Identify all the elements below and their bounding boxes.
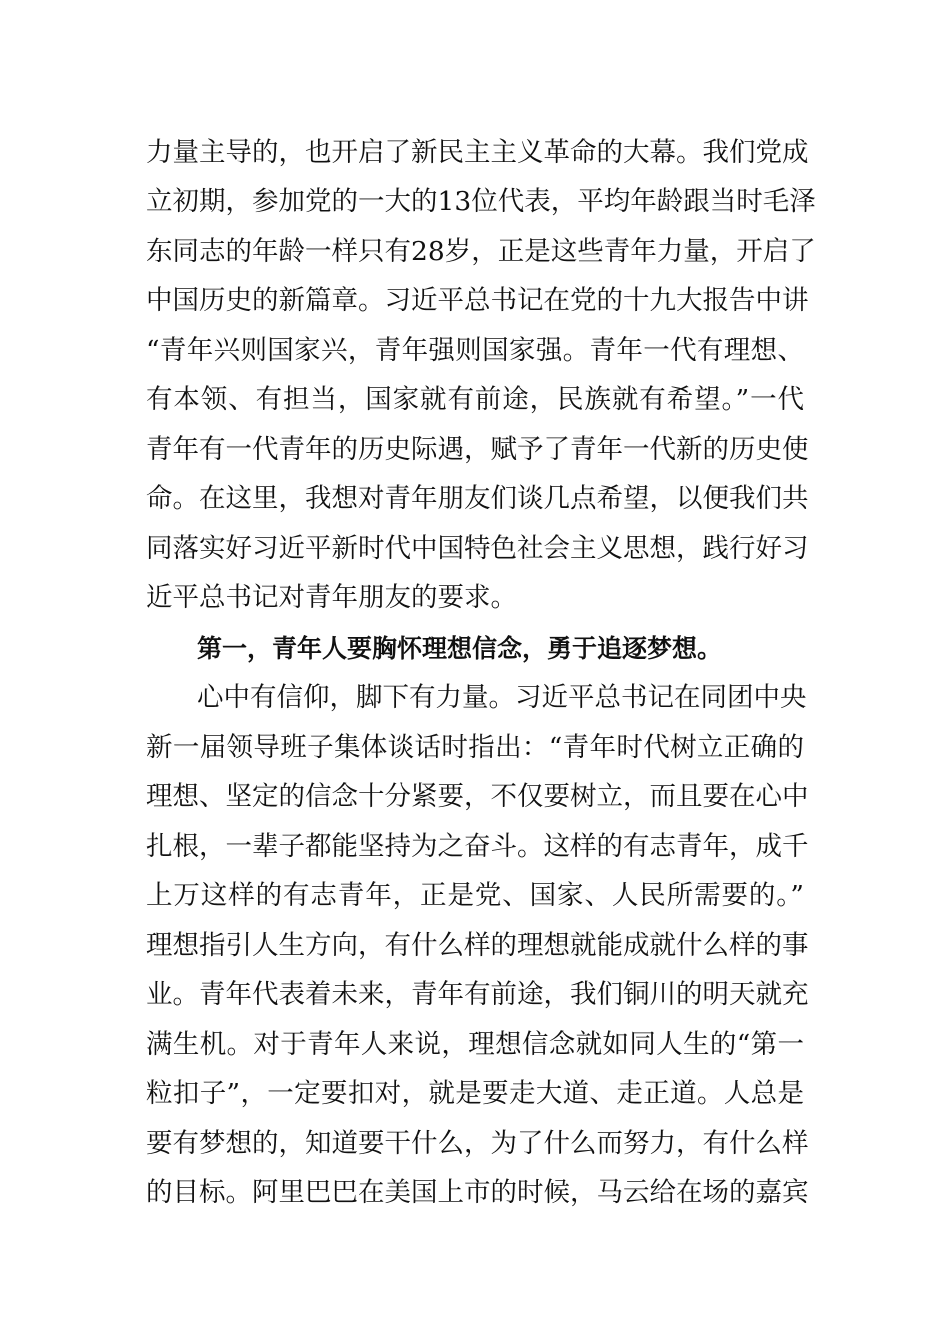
paragraph-line: 的目标。阿里巴巴在美国上市的时候，马云给在场的嘉宾	[146, 1177, 809, 1208]
paragraph-line: 粒扣子”，一定要扣对，就是要走大道、走正道。人总是	[146, 1078, 804, 1109]
paragraph-line: 力量主导的，也开启了新民主主义革命的大幕。我们党成	[146, 137, 809, 168]
paragraph-line: 扎根，一辈子都能坚持为之奋斗。这样的有志青年，成千	[146, 831, 809, 862]
paragraph-line: 新一届领导班子集体谈话时指出：“青年时代树立正确的	[146, 732, 804, 763]
paragraph-line: 中国历史的新篇章。习近平总书记在党的十九大报告中讲	[146, 285, 809, 316]
paragraph-line: 要有梦想的，知道要干什么，为了什么而努力，有什么样	[146, 1128, 809, 1159]
paragraph-line: 理想、坚定的信念十分紧要，不仅要树立，而且要在心中	[146, 781, 809, 812]
paragraph-line: 立初期，参加党的一大的13位代表，平均年龄跟当时毛泽	[146, 186, 816, 217]
paragraph-line: “青年兴则国家兴，青年强则国家强。青年一代有理想、	[146, 335, 804, 366]
paragraph-line: 有本领、有担当，国家就有前途，民族就有希望。”一代	[146, 384, 804, 415]
paragraph-line: 业。青年代表着未来，青年有前途，我们铜川的明天就充	[146, 979, 809, 1010]
paragraph-line: 近平总书记对青年朋友的要求。	[146, 582, 517, 613]
paragraph-line: 心中有信仰，脚下有力量。习近平总书记在同团中央	[197, 682, 807, 713]
paragraph-line: 同落实好习近平新时代中国特色社会主义思想，践行好习	[146, 533, 809, 564]
paragraph-line: 满生机。对于青年人来说，理想信念就如同人生的“第一	[146, 1029, 804, 1060]
paragraph-line: 青年有一代青年的历史际遇，赋予了青年一代新的历史使	[146, 434, 809, 465]
paragraph-line: 命。在这里，我想对青年朋友们谈几点希望，以便我们共	[146, 483, 809, 514]
paragraph-line: 上万这样的有志青年，正是党、国家、人民所需要的。”	[146, 880, 804, 911]
paragraph-line: 东同志的年龄一样只有28岁，正是这些青年力量，开启了	[146, 236, 816, 267]
paragraph-line: 理想指引人生方向，有什么样的理想就能成就什么样的事	[146, 930, 809, 961]
section-heading: 第一，青年人要胸怀理想信念，勇于追逐梦想。	[197, 634, 723, 663]
